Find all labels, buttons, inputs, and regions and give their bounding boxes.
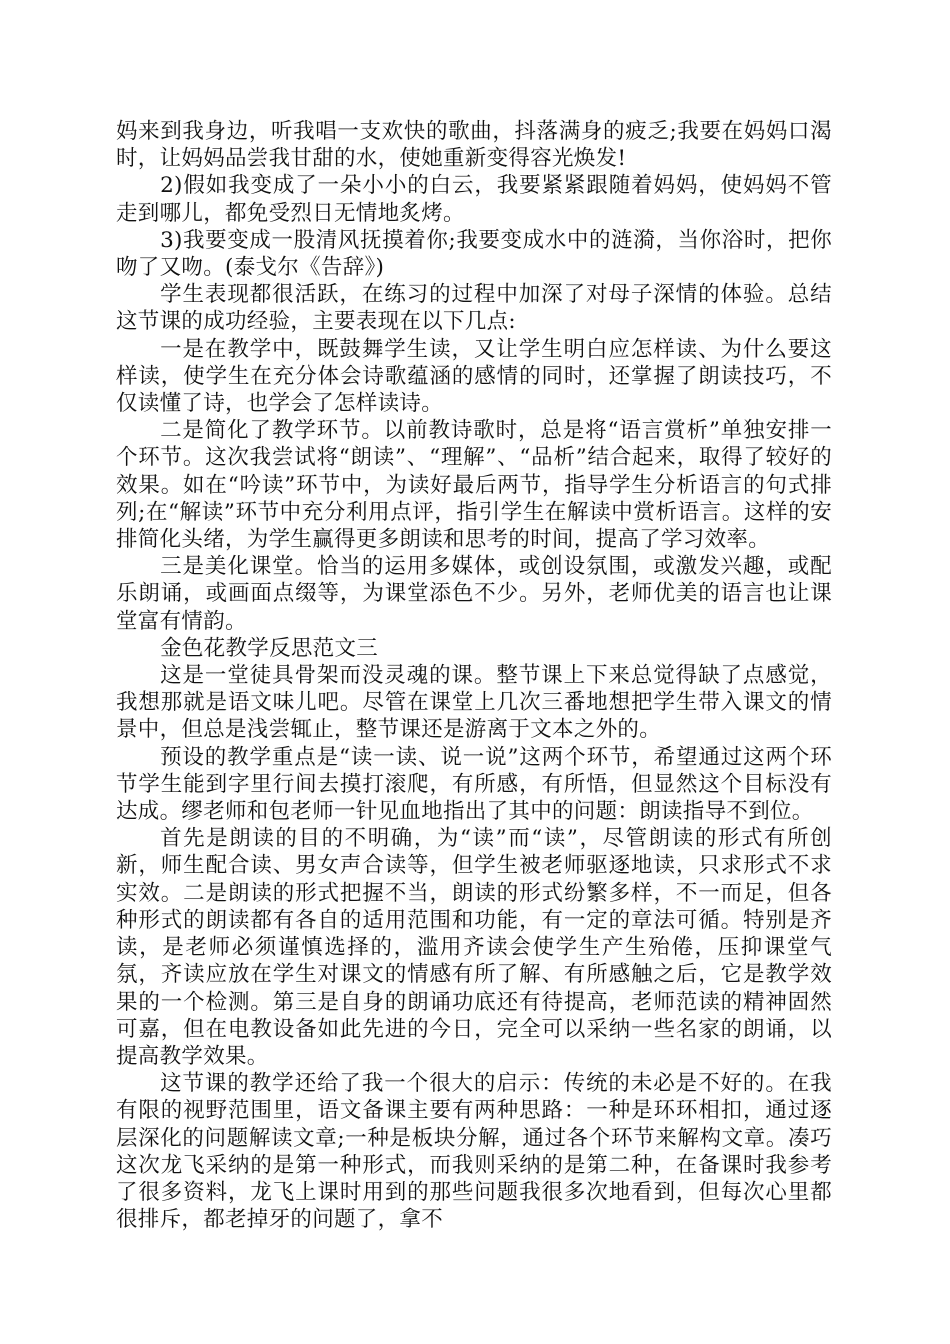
body-paragraph: 预设的教学重点是“读一读、说一说”这两个环节，希望通过这两个环节学生能到字里行间去摸打滚爬，有所感，有所悟，但显然这个目标没有达成。缪老师和包老师一针见血地指出了其中的问题：朗读指导不到位。 [116,744,832,825]
document-page [116,118,832,1233]
body-paragraph: 二是简化了教学环节。以前教诗歌时，总是将“语言赏析”单独安排一个环节。这次我尝试将“朗读”、“理解”、“品析”结合起来，取得了较好的效果。如在“吟读”环节中，为读好最后两节，指导学生分析语言的句式排列;在“解读”环节中充分利用点评，指引学生在解读中赏析语言。这样的安排简化头绪，为学生赢得更多朗读和思考的时间，提高了学习效率。 [116,418,832,553]
body-paragraph: 2)假如我变成了一朵小小的白云，我要紧紧跟随着妈妈，使妈妈不管走到哪儿，都免受烈日无情地炙烤。 [116,173,832,226]
body-paragraph: 首先是朗读的目的不明确，为“读”而“读”，尽管朗读的形式有所创新，师生配合读、男女声合读等，但学生被老师驱逐地读，只求形式不求实效。二是朗读的形式把握不当，朗读的形式纷繁多样，不一而足，但各种形式的朗读都有各自的适用范围和功能，有一定的章法可循。特别是齐读，是老师必须谨慎选择的，滥用齐读会使学生产生殆倦，压抑课堂气氛，齐读应放在学生对课文的情感有所了解、有所感触之后，它是教学效果的一个检测。第三是自身的朗诵功底还有待提高，老师范读的精神固然可嘉，但在电教设备如此先进的今日，完全可以采纳一些名家的朗诵，以提高教学效果。 [116,826,832,1069]
body-paragraph: 三是美化课堂。恰当的运用多媒体，或创设氛围，或激发兴趣，或配乐朗诵，或画面点缀等，为课堂添色不少。另外，老师优美的语言也让课堂富有情韵。 [116,554,832,634]
body-paragraph: 学生表现都很活跃，在练习的过程中加深了对母子深情的体验。总结这节课的成功经验，主要表现在以下几点: [116,282,832,335]
body-paragraph: 这是一堂徒具骨架而没灵魂的课。整节课上下来总觉得缺了点感觉，我想那就是语文味儿吧。尽管在课堂上几次三番地想把学生带入课文的情景中，但总是浅尝辄止，整节课还是游离于文本之外的。 [116,663,832,743]
body-paragraph: 这节课的教学还给了我一个很大的启示：传统的未必是不好的。在我有限的视野范围里，语文备课主要有两种思路：一种是环环相扣，通过逐层深化的问题解读文章;一种是板块分解，通过各个环节来解构文章。凑巧这次龙飞采纳的是第一种形式，而我则采纳的是第二种，在备课时我参考了很多资料，龙飞上课时用到的那些问题我很多次地看到，但每次心里都很排斥，都老掉牙的问题了，拿不 [116,1071,832,1233]
body-paragraph: 妈来到我身边，听我唱一支欢快的歌曲，抖落满身的疲乏;我要在妈妈口渴时，让妈妈品尝我甘甜的水，使她重新变得容光焕发! [116,119,832,172]
body-paragraph: 3)我要变成一股清风抚摸着你;我要变成水中的涟漪，当你浴时，把你吻了又吻。(泰戈尔《告辞》) [116,227,832,281]
body-paragraph: 一是在教学中，既鼓舞学生读，又让学生明白应怎样读、为什么要这样读，使学生在充分体会诗歌蕴涵的感情的同时，还掌握了朗读技巧，不仅读懂了诗，也学会了怎样读诗。 [116,336,832,417]
section-heading: 金色花教学反思范文三 [160,635,379,661]
